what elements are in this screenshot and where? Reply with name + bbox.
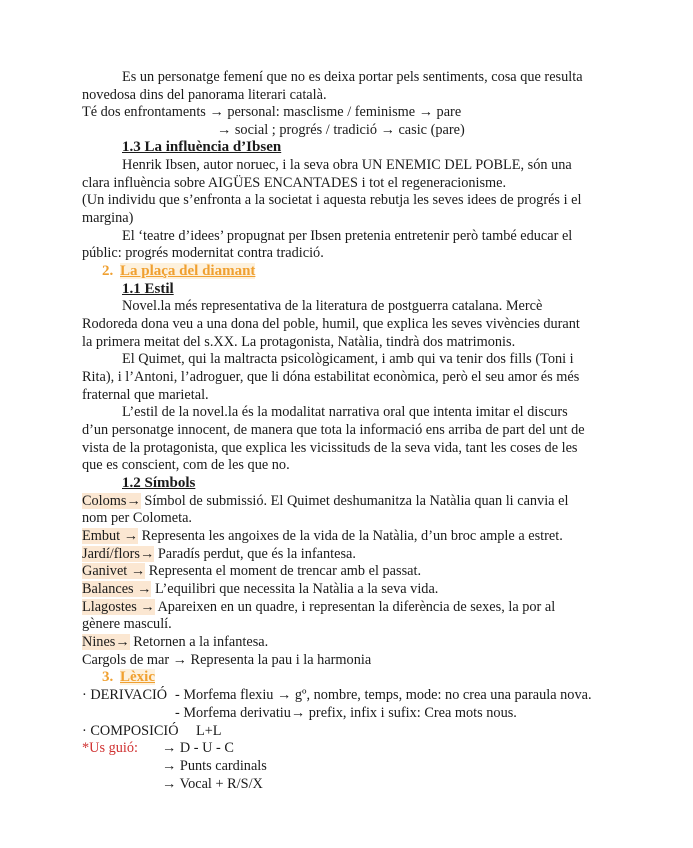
symbol-coloms-cont: nom per Colometa.: [82, 510, 192, 526]
symbol-llagostes: [82, 598, 555, 616]
symbol-ganivet: [82, 562, 421, 580]
heading-lexic: [102, 668, 155, 686]
ibsen-p2-line-1: (Un individu que s’enfronta a la societat i aquesta rebutja les seves idees de progrés i el: [82, 192, 582, 208]
symbol-coloms: [82, 492, 568, 510]
estil-p3-line-4: que es conscient, com de les que no.: [82, 457, 290, 473]
conflicts-line-2: → social ; progrés / tradició → casic (pare): [217, 122, 465, 138]
symbol-term: Jardí/flors→: [82, 546, 155, 562]
symbol-llagostes-cont: gènere masculí.: [82, 616, 172, 632]
estil-p1-line-2: Rodoreda dona veu a una dona del poble, humil, que explica les seves vivències durant: [82, 316, 580, 332]
symbol-nines: [82, 633, 268, 651]
section-title: La plaça del diamant: [120, 263, 256, 279]
guio-label: *Us guió:: [82, 740, 139, 756]
heading-ibsen: 1.3 La influència d’Ibsen: [122, 139, 282, 155]
symbol-term: Llagostes →: [82, 599, 155, 615]
heading-estil: 1.1 Estil: [122, 281, 174, 297]
symbol-embut: [82, 527, 563, 545]
symbol-desc: Representa la pau i la harmonia: [186, 652, 372, 668]
ibsen-p3-line-2: públic: progrés modernitat contra tradició.: [82, 245, 324, 261]
symbol-cargols: [82, 651, 371, 669]
guio-item-3: → Vocal + R/S/X: [162, 776, 263, 792]
heading-simbols: 1.2 Símbols: [122, 475, 196, 491]
derivacio-label: · DERIVACIÓ: [82, 687, 168, 703]
estil-p1-line-1: Novel.la més representativa de la literatura de postguerra catalana. Mercè: [122, 298, 543, 314]
symbol-balances: [82, 580, 438, 598]
ibsen-p1-line-1: Henrik Ibsen, autor noruec, i la seva obra UN ENEMIC DEL POBLE, són una: [122, 157, 572, 173]
ibsen-p1-line-2: clara influència sobre AIGÜES ENCANTADES i tot el regeneracionisme.: [82, 175, 507, 191]
heading-placa-diamant: [102, 262, 255, 280]
estil-p3-line-3: vista de la protagonista, que explica les vicissituds de la seva vida, tant les coses de les: [82, 440, 578, 456]
symbol-desc: L’equilibri que necessita la Natàlia a la seva vida.: [151, 581, 439, 597]
ibsen-p3-line-1: El ‘teatre d’idees’ propugnat per Ibsen pretenia entretenir però també educar el: [122, 228, 573, 244]
estil-p3-line-1: L’estil de la novel.la és la modalitat narrativa oral que intenta imitar el discurs: [122, 404, 568, 420]
symbol-term: Coloms→: [82, 493, 141, 509]
estil-p2-line-3: fraternal que marietal.: [82, 387, 209, 403]
symbol-desc: Representa les angoixes de la vida de la Natàlia, d’un broc ample a estret.: [138, 528, 563, 544]
symbol-term: Embut →: [82, 528, 138, 544]
symbol-desc: Paradís perdut, que és la infantesa.: [154, 546, 356, 562]
symbol-desc: Representa el moment de trencar amb el passat.: [145, 563, 422, 579]
section-title: Lèxic: [120, 669, 155, 685]
derivacio-line-1: - Morfema flexiu → gº, nombre, temps, mode: no crea una paraula nova.: [175, 687, 592, 703]
symbol-term: Cargols de mar →: [82, 652, 187, 668]
symbol-desc: Apareixen en un quadre, i representan la diferència de sexes, la por al: [154, 599, 556, 615]
intro-line-2: novedosa dins del panorama literari català.: [82, 87, 327, 103]
symbol-term: Balances →: [82, 581, 152, 597]
estil-p3-line-2: d’un personatge innocent, de manera que tota la informació ens arriba de part del unt de: [82, 422, 585, 438]
ibsen-p2-line-2: margina): [82, 210, 134, 226]
section-number: 3.: [102, 669, 114, 685]
section-number: 2.: [102, 263, 114, 279]
symbol-term: Nines→: [82, 634, 130, 650]
symbol-desc: Símbol de submissió. El Quimet deshumanitza la Natàlia quan li canvia el: [140, 493, 569, 509]
composicio-value: L+L: [196, 723, 222, 739]
symbol-term: Ganivet →: [82, 563, 146, 579]
conflicts-line-1: Té dos enfrontaments → personal: masclisme / feminisme → pare: [82, 104, 462, 120]
guio-item-1: → D - U - C: [162, 740, 234, 756]
estil-p2-line-2: Rita), i l’Antoni, l’adroguer, que li dóna estabilitat econòmica, però el seu amor és més: [82, 369, 580, 385]
guio-item-2: → Punts cardinals: [162, 758, 267, 774]
intro-line-1: Es un personatge femení que no es deixa portar pels sentiments, cosa que resulta: [122, 69, 583, 85]
symbol-jardi: [82, 545, 356, 563]
derivacio-line-2: - Morfema derivatiu→ prefix, infix i sufix: Crea mots nous.: [175, 705, 517, 721]
estil-p1-line-3: la primera meitat del s.XX. La protagonista, Natàlia, tindrà dos matrimonis.: [82, 334, 516, 350]
symbol-desc: Retornen a la infantesa.: [129, 634, 269, 650]
composicio-label: · COMPOSICIÓ: [82, 723, 179, 739]
estil-p2-line-1: El Quimet, qui la maltracta psicològicament, i amb qui va tenir dos fills (Toni i: [122, 351, 574, 367]
